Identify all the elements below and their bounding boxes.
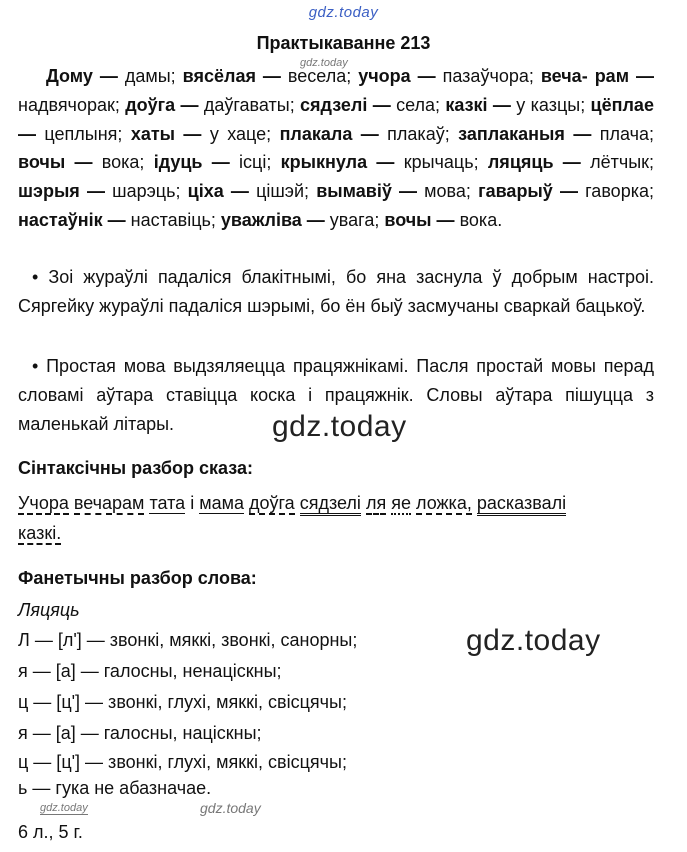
keyword-term: Дому — [46,66,125,86]
related-word: крычаць; [403,152,488,173]
keyword-term: веча- [540,66,588,86]
phonetic-heading: Фанетычны разбор слова: [18,568,257,588]
related-word: ісці; [239,152,281,173]
related-word: дамы; [124,66,183,86]
keyword-term: вочы — [384,209,460,230]
keyword-term: уважліва — [220,209,330,230]
watermark-right: gdz.today [466,624,601,657]
syntax-parse-sentence [18,488,658,548]
keyword-term: ідуць — [153,152,240,173]
phonetic-line: ц — [ц'] — звонкі, глухі, мяккі, свісцячы; [18,752,347,772]
related-word: вока. [459,209,503,230]
keyword-term: учора — [358,66,443,86]
parsed-word: Ляцяць [18,600,80,620]
related-word: плача; [599,123,654,144]
watermark-top: gdz.today [308,4,379,21]
exercise-title: Практыкаванне 213 [256,33,431,53]
related-word: гаворка; [585,181,654,202]
keyword-term: гаварыў — [478,181,586,202]
watermark-middle: gdz.today [272,410,407,443]
word-pairs-paragraph [18,62,654,235]
keyword-term: доўга — [125,94,204,115]
related-word: надвячорак; [18,94,126,115]
syntax-word-5: мама [199,493,244,513]
keyword-term: хаты — [130,123,210,144]
keyword-term: настаўнік — [18,209,131,230]
syntax-word-4: і [190,493,195,513]
bullet-answer-2: • Простая мова выдзяляецца працяжнікамі. Пасля простай мовы перад словамі аўтара ставіцца коска і працяжнік. Словы аўтара пішуцца з маленькай літары. [18,356,654,434]
related-word: вока; [101,152,154,173]
keyword-term: цёплае — [18,94,654,144]
related-word: наставіць; [130,209,216,230]
syntax-word-1: Учора [18,493,69,513]
keyword-term: ціха — [187,181,257,202]
related-word: даўгаваты; [203,94,301,115]
keyword-term: заплаканыя — [458,123,600,144]
syntax-word-9: яе [391,493,411,513]
related-word: у казцы; [516,94,591,115]
phonetic-line: ь — гука не абазначае. [18,778,212,798]
keyword-term: крыкнула — [280,152,395,173]
watermark-small: gdz.today [40,802,88,814]
related-word: цішэй; [256,181,310,202]
syntax-word-11: расказвалі [477,493,566,516]
phonetic-line: Л — [л'] — звонкі, мяккі, звонкі, санорны; [18,630,358,650]
related-word: весела; [287,66,359,86]
keyword-term: ляцяць — [487,152,591,173]
related-word: плакаў; [387,123,450,144]
related-word: села; [396,94,446,115]
keyword-term: вочы — [18,152,102,173]
bullet-answer-1: • Зоі жураўлі падаліся блакітнымі, бо яна заснула ў добрым настроі. Сяргейку жураўлі падаліся шэрымі, бо ён быў засмучаны сваркай бацькоў. [18,267,654,316]
syntax-word-12: казкі. [18,523,62,543]
keyword-term: казкі — [445,94,511,115]
syntax-word-8: ля [365,493,387,513]
related-word: цеплыня; [44,123,131,144]
keyword-term: вымавіў — [316,181,425,202]
phonetic-line: я — [а] — галосны, націскны; [18,723,262,743]
syntax-word-6: доўга [249,493,295,513]
related-word: шарэць; [112,181,188,202]
syntax-heading: Сінтаксічны разбор сказа: [18,458,253,478]
related-word: увага; [329,209,385,230]
keyword-term: плакала — [279,123,388,144]
syntax-word-7: сядзелі [300,493,361,516]
phonetic-line: я — [а] — галосны, ненаціскны; [18,661,282,681]
related-word: пазаўчора; [442,66,541,86]
watermark-small: gdz.today [300,57,348,69]
keyword-term: шэрыя — [18,181,113,202]
related-word: лётчык; [590,152,655,173]
related-word: у хаце; [209,123,280,144]
related-word: мова; [424,181,479,202]
syntax-word-10: ложка, [416,493,472,513]
keyword-term: сядзелі — [300,94,397,115]
syntax-word-2: вечарам [73,493,145,513]
letters-sounds-count: 6 л., 5 г. [18,822,83,842]
keyword-term: рам — [594,66,654,86]
watermark-small: gdz.today [200,800,261,816]
syntax-word-3: тата [149,493,186,513]
phonetic-line: ц — [ц'] — звонкі, глухі, мяккі, свісцячы; [18,692,347,712]
keyword-term: вясёлая — [182,66,288,86]
